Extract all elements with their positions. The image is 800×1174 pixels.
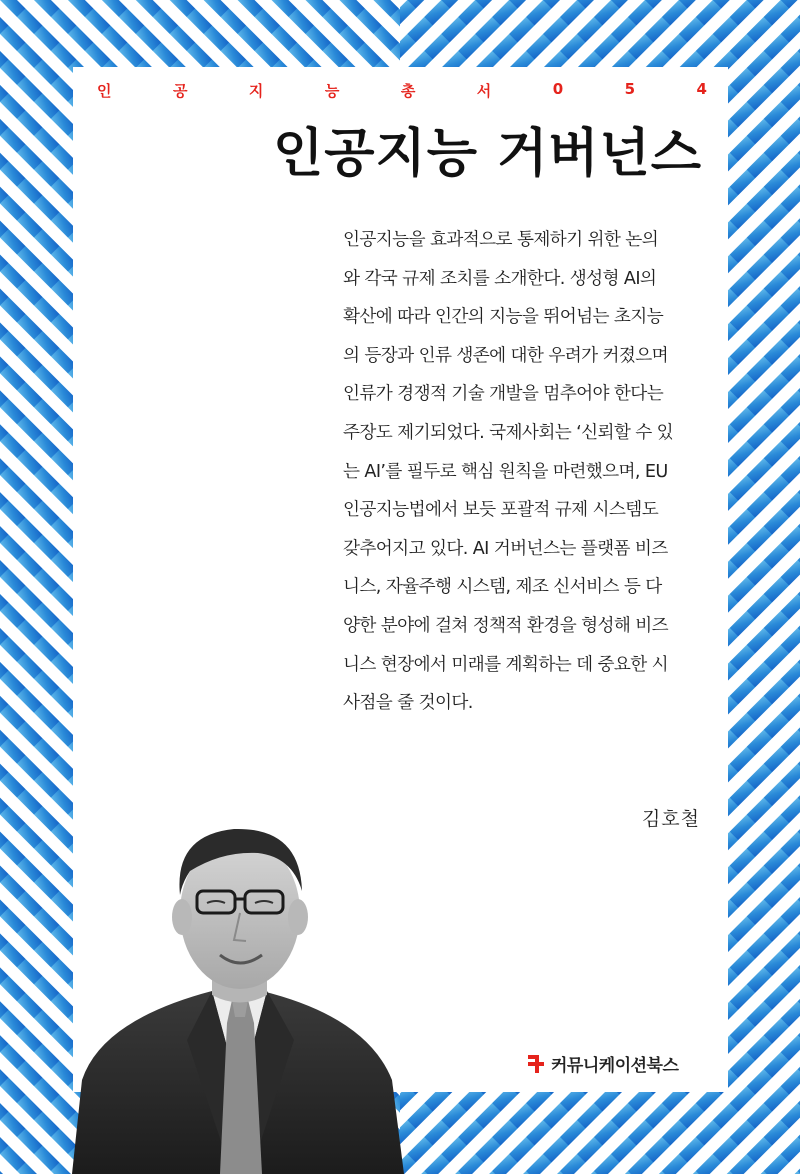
series-label: [97, 80, 707, 101]
series-char: 0: [552, 80, 564, 98]
series-char: 서: [476, 82, 492, 100]
publisher-logo: [527, 1051, 678, 1076]
author-photo: [62, 795, 407, 1174]
series-char: 지: [248, 82, 264, 100]
series-char: 총: [400, 82, 416, 100]
book-title: 인공지능 거버넌스: [273, 124, 702, 184]
series-char: 인: [97, 82, 112, 100]
series-char: 5: [624, 80, 636, 98]
series-char: 공: [172, 82, 188, 100]
book-description: 인공지능을 효과적으로 통제하기 위한 논의 와 각국 규제 조치를 소개한다. 생성형 AI의 확산에 따라 인간의 지능을 뛰어넘는 초지능 의 등장과 인류 생존에 대한 우려가 커졌으며 인류가 경쟁적 기술 개발을 멈추어야 한다는 주장도 제기되었다. 국제사회는 ‘신뢰할 수 있 는 AI’를 필두로 핵심 원칙을 마련했으며, EU 인공지능법에서 보듯 포괄적 규제 시스템도 갖추어지고 있다. AI 거버넌스는 플랫폼 비즈 니스, 자율주행 시스템, 제조 신서비스 등 다 양한 분야에 걸쳐 정책적 환경을 형성해 비즈 니스 현장에서 미래를 계획하는 데 중요한 시 사점을 줄 것이다.: [343, 230, 674, 714]
series-char: 능: [324, 82, 340, 100]
publisher-name: 커뮤니케이션북스: [551, 1056, 679, 1076]
series-char: 4: [696, 80, 707, 98]
author-name: 김호철: [641, 808, 700, 830]
publisher-logo-icon: [527, 1054, 545, 1074]
